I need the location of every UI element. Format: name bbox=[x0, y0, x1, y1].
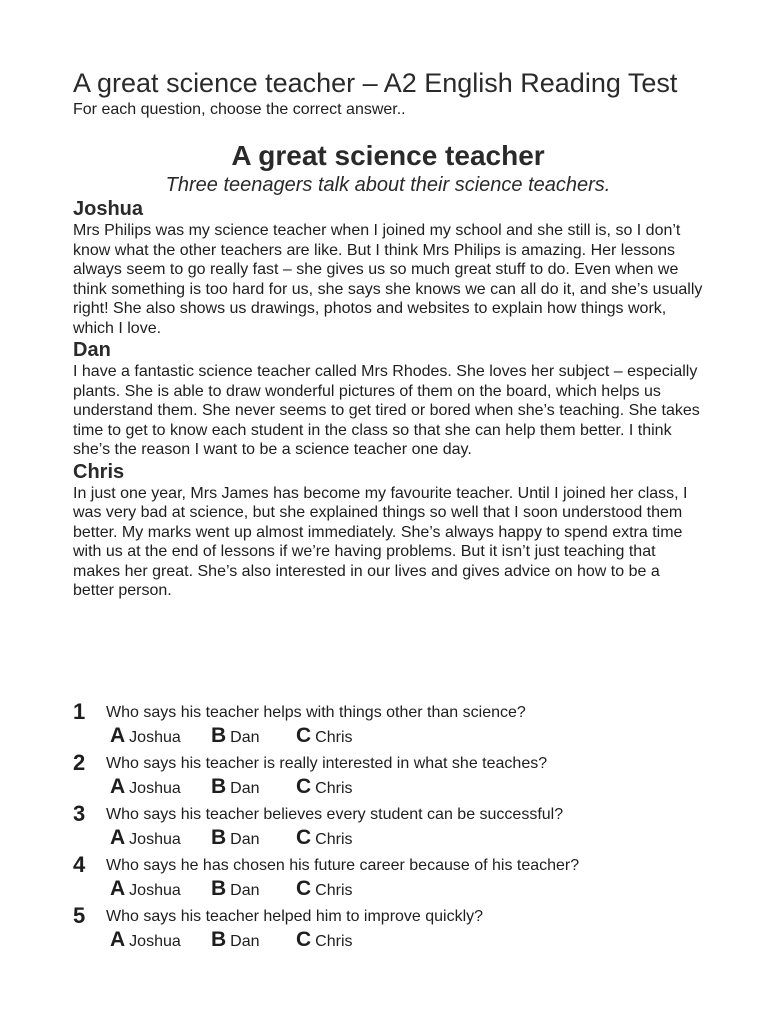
option-b[interactable] bbox=[211, 877, 260, 903]
option-letter: A bbox=[110, 826, 126, 849]
option-letter: A bbox=[110, 724, 126, 747]
option-letter: B bbox=[211, 877, 227, 900]
option-b[interactable] bbox=[211, 928, 260, 954]
option-letter: B bbox=[211, 724, 227, 747]
reading-test-page bbox=[73, 68, 703, 601]
section-name: Joshua bbox=[73, 198, 144, 220]
section-name: Dan bbox=[73, 339, 111, 361]
option-a[interactable] bbox=[110, 775, 181, 801]
option-label: Chris bbox=[315, 831, 353, 848]
option-label: Chris bbox=[315, 933, 353, 950]
section-text: In just one year, Mrs James has become my favourite teacher. Until I joined her class, I was very bad at science, but she explained things so well that I soon understood them better. My marks went up almost immediately. She’s always happy to spend extra time with us at the end of lessons if we’re having problems. But it isn’t just teaching that makes her great. She’s also interested in our lives and gives advice on how to be a better person. bbox=[73, 484, 688, 599]
question-number: 3 bbox=[73, 801, 86, 826]
option-letter: C bbox=[296, 724, 312, 747]
option-label: Joshua bbox=[129, 831, 181, 848]
question-text: Who says his teacher helped him to improve quickly? bbox=[106, 908, 484, 925]
option-label: Joshua bbox=[129, 933, 181, 950]
option-b[interactable] bbox=[211, 724, 260, 750]
section-name: Chris bbox=[73, 460, 125, 483]
option-label: Chris bbox=[315, 780, 353, 797]
question-1 bbox=[73, 700, 713, 751]
question-number: 4 bbox=[73, 852, 86, 877]
question-list bbox=[73, 700, 713, 955]
question-text: Who says his teacher believes every student can be successful? bbox=[106, 806, 564, 823]
option-letter: A bbox=[110, 775, 126, 798]
page-title: A great science teacher – A2 English Reading Test bbox=[73, 68, 678, 98]
option-a[interactable] bbox=[110, 724, 181, 750]
question-text: Who says his teacher helps with things other than science? bbox=[106, 704, 526, 721]
option-label: Dan bbox=[230, 933, 260, 950]
option-label: Dan bbox=[230, 780, 260, 797]
option-c[interactable] bbox=[296, 724, 353, 750]
section-text: I have a fantastic science teacher called Mrs Rhodes. She loves her subject – especially plants. She is able to draw wonderful pictures of them on the board, which helps us understand them. She never seems to get tired or bored when she’s teaching. She takes time to get to know each student in the class so that she can help them better. I think she’s the reason I want to be a science teacher one day. bbox=[73, 363, 700, 458]
option-label: Chris bbox=[315, 729, 353, 746]
option-label: Joshua bbox=[129, 780, 181, 797]
option-c[interactable] bbox=[296, 928, 353, 954]
option-label: Dan bbox=[230, 729, 260, 746]
option-letter: C bbox=[296, 877, 312, 900]
option-label: Joshua bbox=[129, 729, 181, 746]
option-label: Chris bbox=[315, 882, 353, 899]
option-label: Dan bbox=[230, 882, 260, 899]
section-joshua bbox=[73, 197, 703, 338]
question-text: Who says he has chosen his future career because of his teacher? bbox=[106, 857, 580, 874]
question-text: Who says his teacher is really interested in what she teaches? bbox=[106, 755, 548, 772]
option-letter: C bbox=[296, 826, 312, 849]
section-text: Mrs Philips was my science teacher when I joined my school and she still is, so I don’t know what the other teachers are like. But I think Mrs Philips is amazing. Her lessons always seem to go really fast – she gives us so much great stuff to do. Even when we think something is too hard for us, she says she knows we can all do it, and she’s usually right! She also shows us drawings, photos and websites to explain how things work, which I love. bbox=[73, 222, 703, 337]
option-b[interactable] bbox=[211, 826, 260, 852]
article-subtitle: Three teenagers talk about their science teachers. bbox=[165, 174, 611, 196]
question-number: 2 bbox=[73, 750, 86, 775]
option-letter: A bbox=[110, 928, 126, 951]
question-4 bbox=[73, 853, 713, 904]
section-chris bbox=[73, 460, 703, 601]
question-2 bbox=[73, 751, 713, 802]
option-letter: C bbox=[296, 775, 312, 798]
option-label: Dan bbox=[230, 831, 260, 848]
question-number: 5 bbox=[73, 903, 86, 928]
option-letter: B bbox=[211, 775, 227, 798]
option-a[interactable] bbox=[110, 826, 181, 852]
option-c[interactable] bbox=[296, 826, 353, 852]
section-dan bbox=[73, 338, 703, 460]
option-letter: B bbox=[211, 826, 227, 849]
question-number: 1 bbox=[73, 699, 86, 724]
option-c[interactable] bbox=[296, 877, 353, 903]
option-a[interactable] bbox=[110, 928, 181, 954]
option-label: Joshua bbox=[129, 882, 181, 899]
article-title: A great science teacher bbox=[231, 140, 545, 171]
question-3 bbox=[73, 802, 713, 853]
option-letter: A bbox=[110, 877, 126, 900]
option-letter: C bbox=[296, 928, 312, 951]
option-c[interactable] bbox=[296, 775, 353, 801]
option-a[interactable] bbox=[110, 877, 181, 903]
option-b[interactable] bbox=[211, 775, 260, 801]
question-5 bbox=[73, 904, 713, 955]
option-letter: B bbox=[211, 928, 227, 951]
instruction-text: For each question, choose the correct answer.. bbox=[73, 101, 406, 118]
